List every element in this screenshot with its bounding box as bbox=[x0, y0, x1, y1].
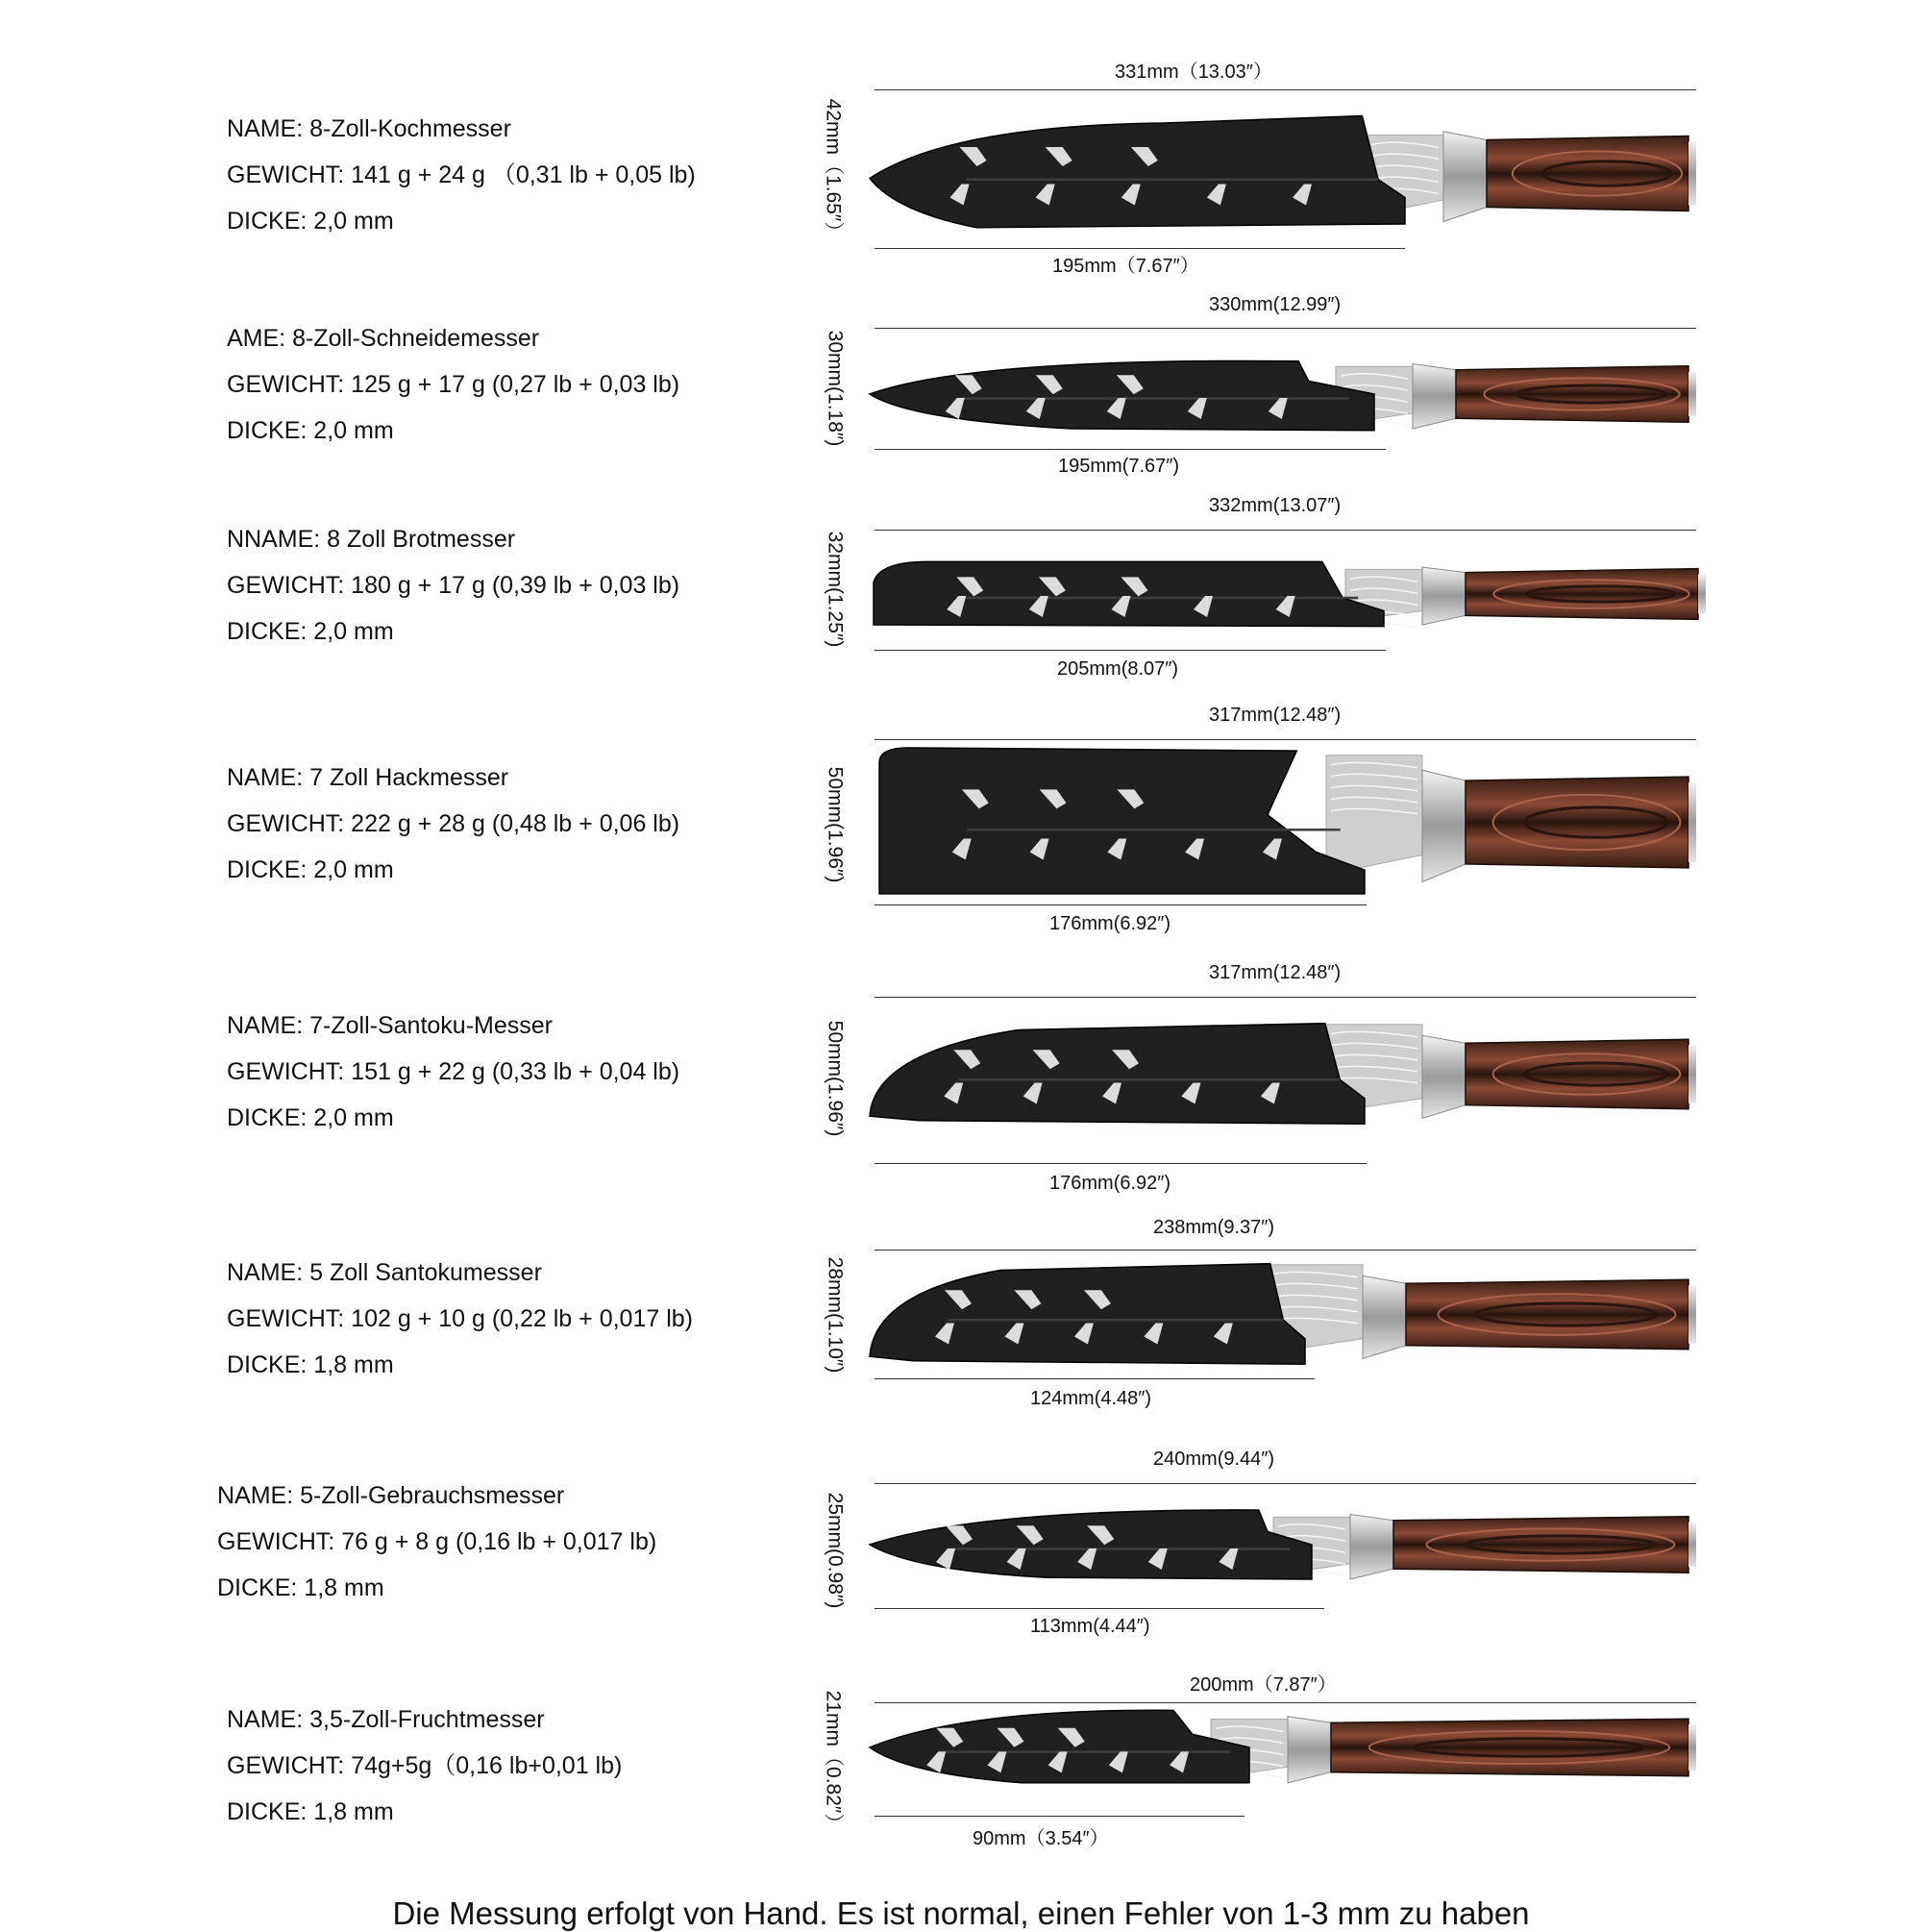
knife-weight: GEWICHT: 125 g + 17 g (0,27 lb + 0,03 lb) bbox=[227, 371, 680, 398]
knife-weight: GEWICHT: 76 g + 8 g (0,16 lb + 0,017 lb) bbox=[217, 1528, 657, 1555]
sheath bbox=[870, 360, 1374, 430]
height-dimension bbox=[815, 519, 853, 658]
end-cap bbox=[1688, 1523, 1696, 1567]
wooden-handle bbox=[1466, 569, 1698, 620]
bolster bbox=[1288, 1717, 1331, 1783]
sheath bbox=[870, 1710, 1249, 1783]
footer-note: Die Messung erfolgt von Hand. Es ist normal, einen Fehler von 1-3 mm zu haben bbox=[392, 1895, 1530, 1931]
total-length-line bbox=[875, 1250, 1696, 1251]
knife-image bbox=[870, 1259, 1706, 1370]
knife-specs bbox=[227, 1697, 622, 1835]
total-length-label: 331mm（13.03″） bbox=[1115, 62, 1272, 83]
knife-thickness: DICKE: 2,0 mm bbox=[227, 208, 394, 235]
total-length-label: 332mm(13.07″) bbox=[1209, 495, 1342, 516]
sheath bbox=[879, 748, 1365, 894]
knife-thickness: DICKE: 2,0 mm bbox=[227, 417, 394, 444]
bolster bbox=[1443, 132, 1487, 222]
wooden-handle bbox=[1331, 1719, 1688, 1776]
knife-specs bbox=[227, 755, 679, 893]
knife-name: NAME: 5-Zoll-Gebrauchsmesser bbox=[217, 1482, 565, 1509]
bolster bbox=[1422, 1035, 1466, 1118]
blade-length-label: 176mm(6.92″) bbox=[1049, 913, 1171, 934]
blade-length-label: 90mm（3.54″） bbox=[973, 1828, 1109, 1849]
height-label: 28mm(1.10″) bbox=[824, 1256, 847, 1373]
total-length-line bbox=[875, 328, 1696, 329]
total-length-label: 317mm(12.48″) bbox=[1209, 962, 1342, 983]
knife-thickness: DICKE: 2,0 mm bbox=[227, 618, 394, 645]
knife-thickness: DICKE: 2,0 mm bbox=[227, 856, 394, 883]
knife-weight: GEWICHT: 151 g + 22 g (0,33 lb + 0,04 lb) bbox=[227, 1058, 680, 1085]
total-length-line bbox=[875, 89, 1696, 90]
knife-name: AME: 8-Zoll-Schneidemesser bbox=[227, 325, 540, 352]
blade-length-line bbox=[875, 1816, 1244, 1817]
end-cap bbox=[1688, 372, 1696, 416]
total-length-line bbox=[875, 739, 1696, 740]
blade-length-label: 205mm(8.07″) bbox=[1057, 658, 1179, 680]
height-label: 50mm(1.96″) bbox=[824, 1020, 847, 1136]
height-dimension bbox=[815, 1677, 853, 1845]
blade-length-line bbox=[875, 1378, 1315, 1379]
blade-length-label: 195mm（7.67″） bbox=[1052, 256, 1199, 277]
end-cap bbox=[1688, 142, 1696, 206]
knife-thickness: DICKE: 1,8 mm bbox=[227, 1798, 394, 1825]
bolster bbox=[1422, 770, 1466, 881]
knife-specs bbox=[217, 1473, 656, 1611]
height-dimension bbox=[815, 750, 853, 899]
blade bbox=[1326, 755, 1422, 875]
knife-name: NAME: 5 Zoll Santokumesser bbox=[227, 1259, 542, 1286]
knife-thickness: DICKE: 2,0 mm bbox=[227, 1104, 394, 1131]
knife-weight: GEWICHT: 141 g + 24 g （0,31 lb + 0,05 lb) bbox=[227, 161, 696, 188]
knife-name: NAME: 7-Zoll-Santoku-Messer bbox=[227, 1012, 553, 1039]
bolster bbox=[1350, 1515, 1393, 1580]
knife-specs bbox=[227, 106, 696, 244]
total-length-label: 330mm(12.99″) bbox=[1209, 294, 1342, 315]
bolster bbox=[1422, 567, 1466, 625]
wooden-handle bbox=[1393, 1517, 1688, 1573]
knife-name: NAME: 8-Zoll-Kochmesser bbox=[227, 115, 511, 142]
knife-image bbox=[870, 1019, 1706, 1129]
blade-length-label: 195mm(7.67″) bbox=[1058, 456, 1180, 477]
height-label: 21mm（0.82″） bbox=[822, 1690, 844, 1833]
height-label: 32mm(1.25″) bbox=[824, 531, 847, 647]
knife-name: NNAME: 8 Zoll Brotmesser bbox=[227, 526, 516, 553]
knife-thickness: DICKE: 1,8 mm bbox=[227, 1351, 394, 1378]
blade-length-line bbox=[875, 904, 1367, 905]
wooden-handle bbox=[1466, 1039, 1688, 1108]
blade-length-line bbox=[875, 449, 1386, 450]
wooden-handle bbox=[1406, 1279, 1688, 1349]
knife-image bbox=[870, 1501, 1706, 1588]
height-label: 25mm(0.98″) bbox=[824, 1492, 847, 1608]
knife-specs bbox=[227, 516, 679, 655]
end-cap bbox=[1688, 782, 1696, 862]
sheath bbox=[870, 1264, 1305, 1365]
total-length-line bbox=[875, 530, 1696, 531]
total-length-line bbox=[875, 1483, 1696, 1484]
end-cap bbox=[1698, 575, 1706, 614]
blade-length-line bbox=[875, 1163, 1367, 1164]
knife-image bbox=[870, 1703, 1706, 1792]
height-dimension bbox=[815, 85, 853, 255]
knife-specs bbox=[227, 315, 679, 454]
knife-image bbox=[870, 556, 1715, 632]
sheath bbox=[874, 561, 1384, 626]
blade-length-line bbox=[875, 1608, 1324, 1609]
blade-length-label: 176mm(6.92″) bbox=[1049, 1173, 1171, 1194]
knife-specs bbox=[227, 1250, 693, 1388]
end-cap bbox=[1688, 1045, 1696, 1102]
blade-length-label: 124mm(4.48″) bbox=[1030, 1388, 1152, 1409]
knife-image bbox=[879, 748, 1706, 897]
height-dimension bbox=[815, 319, 853, 457]
knife-weight: GEWICHT: 102 g + 10 g (0,22 lb + 0,017 lb) bbox=[227, 1305, 693, 1332]
wooden-handle bbox=[1487, 136, 1688, 211]
end-cap bbox=[1688, 1285, 1696, 1343]
total-length-label: 317mm(12.48″) bbox=[1209, 705, 1342, 726]
knife-specs bbox=[227, 1003, 679, 1141]
blade-length-line bbox=[875, 650, 1386, 651]
bolster bbox=[1363, 1276, 1406, 1358]
knife-image bbox=[870, 113, 1706, 234]
height-label: 30mm(1.18″) bbox=[824, 330, 847, 446]
knife-thickness: DICKE: 1,8 mm bbox=[217, 1574, 384, 1601]
height-dimension bbox=[815, 1475, 853, 1624]
height-dimension bbox=[815, 1245, 853, 1384]
total-length-line bbox=[875, 997, 1696, 998]
total-length-label: 240mm(9.44″) bbox=[1153, 1449, 1275, 1470]
wooden-handle bbox=[1456, 366, 1688, 422]
knife-weight: GEWICHT: 74g+5g（0,16 lb+0,01 lb) bbox=[227, 1752, 623, 1779]
total-length-label: 238mm(9.37″) bbox=[1153, 1217, 1275, 1238]
knife-weight: GEWICHT: 222 g + 28 g (0,48 lb + 0,06 lb) bbox=[227, 810, 680, 837]
total-length-label: 200mm（7.87″） bbox=[1190, 1674, 1337, 1696]
wooden-handle bbox=[1466, 777, 1688, 868]
blade-length-label: 113mm(4.44″) bbox=[1030, 1616, 1150, 1637]
blade-length-line bbox=[875, 248, 1405, 249]
end-cap bbox=[1688, 1724, 1696, 1771]
knife-name: NAME: 3,5-Zoll-Fruchtmesser bbox=[227, 1706, 545, 1733]
height-dimension bbox=[815, 1003, 853, 1153]
bolster bbox=[1413, 364, 1456, 430]
sheath bbox=[870, 116, 1405, 228]
knife-weight: GEWICHT: 180 g + 17 g (0,39 lb + 0,03 lb) bbox=[227, 572, 680, 599]
height-label: 42mm（1.65″） bbox=[822, 98, 844, 241]
sheath bbox=[870, 1024, 1365, 1125]
knife-name: NAME: 7 Zoll Hackmesser bbox=[227, 764, 509, 791]
height-label: 50mm(1.96″) bbox=[824, 766, 847, 882]
knife-image bbox=[870, 351, 1706, 437]
